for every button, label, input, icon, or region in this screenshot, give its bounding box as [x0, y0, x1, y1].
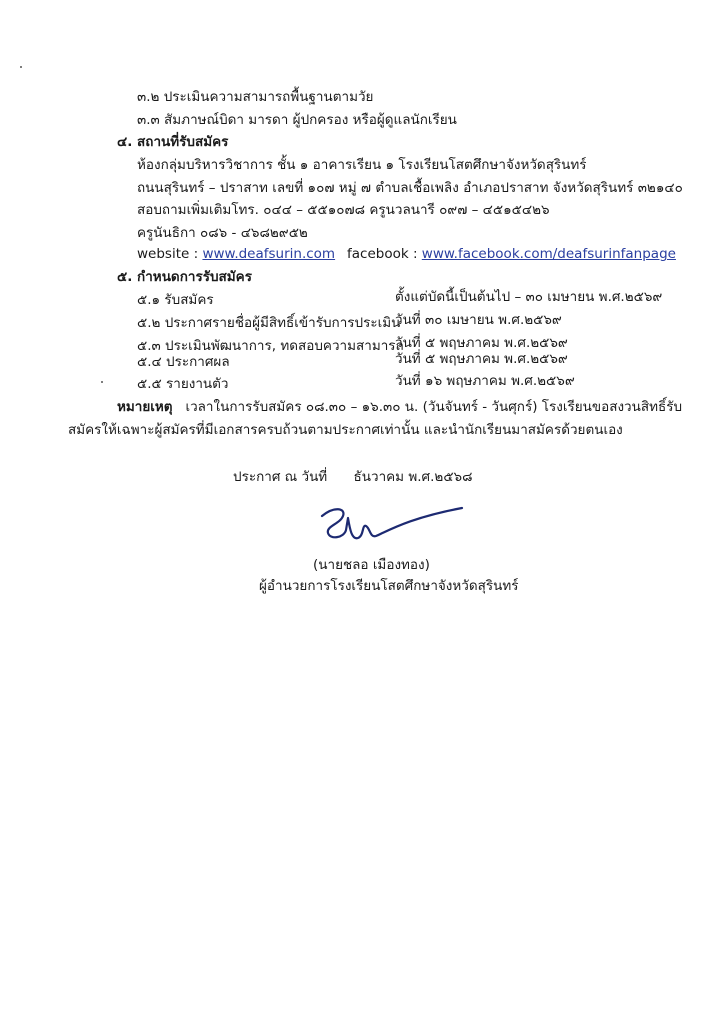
- schedule-item-label: ๕.๓ ประเมินพัฒนาการ, ทดสอบความสามารถ: [137, 338, 404, 354]
- schedule-item-label: ๕.๒ ประกาศรายชื่อผู้มีสิทธิ์เข้ารับการประเมิน: [137, 315, 401, 331]
- signature: [312, 502, 472, 554]
- scan-speck: [101, 381, 103, 383]
- announcement-prefix: ประกาศ ณ วันที่: [233, 469, 328, 485]
- criteria-item-3-3: ๓.๓ สัมภาษณ์บิดา มารดา ผู้ปกครอง หรือผู้ดูแลนักเรียน: [137, 112, 457, 128]
- schedule-item-date: วันที่ ๓๐ เมษายน พ.ศ.๒๕๖๙: [395, 312, 562, 328]
- signer-title: ผู้อำนวยการโรงเรียนโสตศึกษาจังหวัดสุรินทร์: [259, 578, 519, 594]
- schedule-item-label: ๕.๔ ประกาศผล: [137, 354, 230, 370]
- schedule-item-date: วันที่ ๕ พฤษภาคม พ.ศ.๒๕๖๙: [395, 351, 568, 367]
- facebook-label: facebook :: [347, 246, 418, 262]
- schedule-item-date: ตั้งแต่บัดนี้เป็นต้นไป – ๓๐ เมษายน พ.ศ.๒๕๖๙: [395, 289, 663, 305]
- contact-phone-line: สอบถามเพิ่มเติมโทร. ๐๔๔ – ๕๕๑๐๗๘ ครูนวลนารี ๐๙๗ – ๔๕๑๕๔๒๖: [137, 202, 550, 218]
- scan-speck: [20, 66, 22, 68]
- website-label: website :: [137, 246, 199, 262]
- website-row: [137, 248, 335, 262]
- website-link[interactable]: www.deafsurin.com: [202, 246, 336, 262]
- schedule-item-label: ๕.๑ รับสมัคร: [137, 292, 214, 308]
- schedule-item-date: วันที่ ๑๖ พฤษภาคม พ.ศ.๒๕๖๙: [395, 373, 575, 389]
- signer-name: (นายชลอ เมืองทอง): [313, 557, 430, 573]
- facebook-row: [347, 248, 676, 262]
- location-line-2: ถนนสุรินทร์ – ปราสาท เลขที่ ๑๐๗ หมู่ ๗ ตำบลเชื้อเพลิง อำเภอปราสาท จังหวัดสุรินทร์ ๓๒๑๔๐: [137, 180, 683, 196]
- announcement-date-line: [233, 471, 473, 485]
- remark-line-2: สมัครให้เฉพาะผู้สมัครที่มีเอกสารครบถ้วนตามประกาศเท่านั้น และนำนักเรียนมาสมัครด้วยตนเอง: [68, 422, 623, 438]
- section-5-heading: ๕. กำหนดการรับสมัคร: [117, 269, 252, 285]
- location-line-1: ห้องกลุ่มบริหารวิชาการ ชั้น ๑ อาคารเรียน ๑ โรงเรียนโสตศึกษาจังหวัดสุรินทร์: [137, 157, 587, 173]
- facebook-link[interactable]: www.facebook.com/deafsurinfanpage: [421, 246, 676, 262]
- contact-teacher-line: ครูนันธิกา ๐๘๖ - ๔๖๘๒๙๕๒: [137, 225, 308, 241]
- schedule-item-date: วันที่ ๕ พฤษภาคม พ.ศ.๒๕๖๙: [395, 335, 568, 351]
- remark-line-1: [117, 401, 682, 415]
- section-4-heading: ๔. สถานที่รับสมัคร: [117, 134, 229, 150]
- announcement-date: ธันวาคม พ.ศ.๒๕๖๘: [353, 469, 473, 485]
- criteria-item-3-2: ๓.๒ ประเมินความสามารถพื้นฐานตามวัย: [137, 89, 374, 105]
- schedule-item-label: ๕.๕ รายงานตัว: [137, 376, 229, 392]
- remark-text-1: เวลาในการรับสมัคร ๐๘.๓๐ – ๑๖.๓๐ น. (วันจันทร์ - วันศุกร์) โรงเรียนขอสงวนสิทธิ์รับ: [185, 399, 683, 415]
- remark-label: หมายเหตุ: [117, 399, 173, 415]
